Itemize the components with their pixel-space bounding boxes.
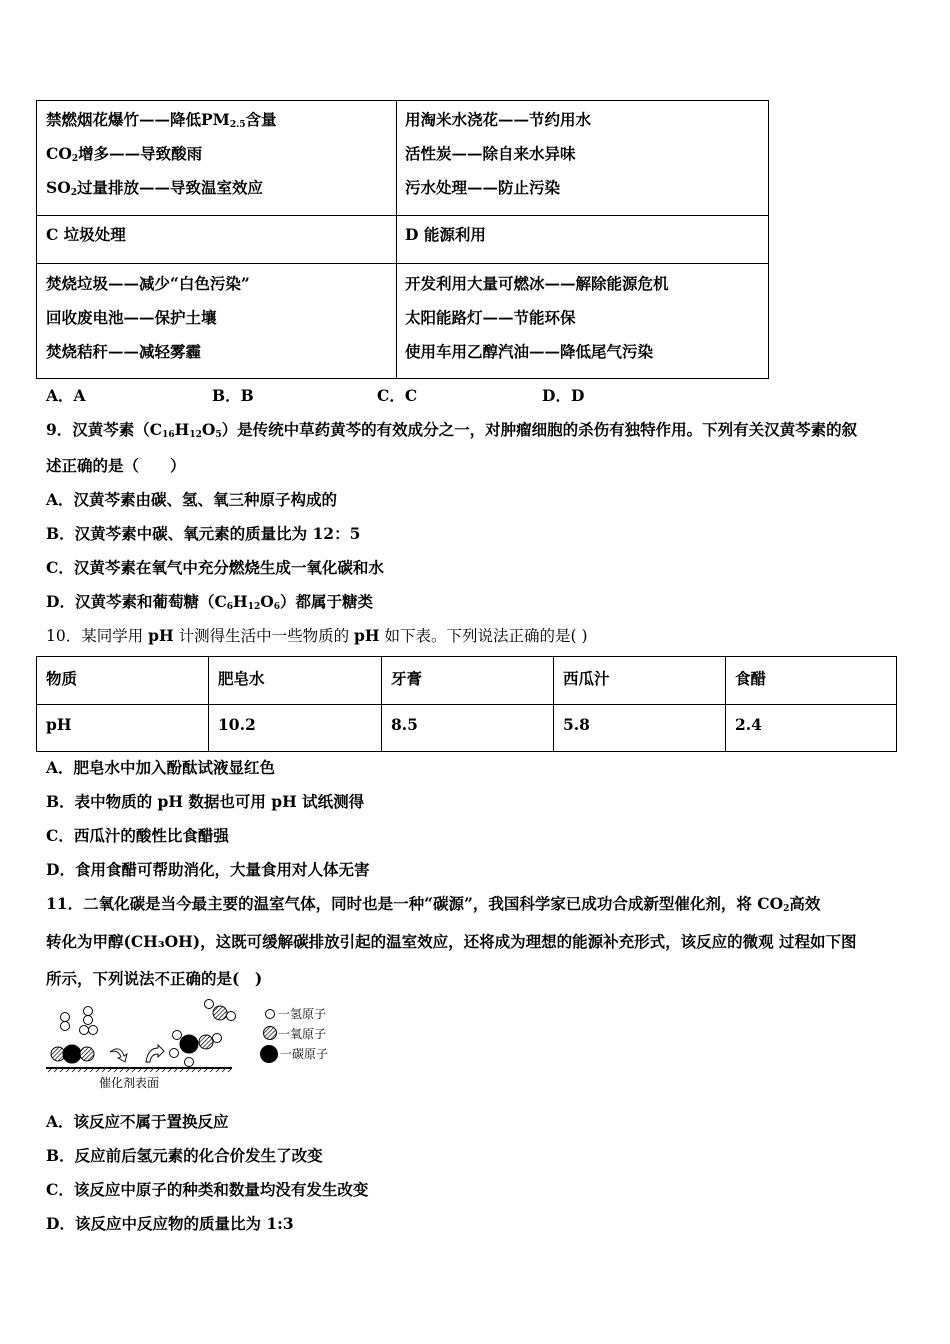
catalyst-surface-label: 催化剂表面 <box>99 1076 160 1090</box>
ph-table-cell: 2.4 <box>735 715 762 734</box>
ph-table-cell: 10.2 <box>218 715 256 734</box>
cell-b-line3: 污水处理——防止污染 <box>405 178 561 197</box>
q10-option-b: B．表中物质的 pH 数据也可用 pH 试纸测得 <box>46 792 365 811</box>
legend-carbon-icon <box>261 1046 278 1063</box>
q10-option-a: A．肥皂水中加入酚酞试液显红色 <box>46 758 276 777</box>
ph-table-cell: pH <box>46 715 72 734</box>
arrow-down-icon <box>110 1049 127 1062</box>
cell-b-line1: 用淘米水浇花——节约用水 <box>405 110 592 129</box>
co2-molecule <box>51 1045 94 1063</box>
q11-stem-line1: 11．二氧化碳是当今最主要的温室气体，同时也是一种“碳源”，我国科学家已成功合成新型催化剂，将 $CO_2$高效 <box>46 894 821 914</box>
ph-table <box>36 656 897 752</box>
q10-option-c: C．西瓜汁的酸性比食醋强 <box>46 826 229 845</box>
ph-table-cell: 5.8 <box>563 715 590 734</box>
legend-oxygen-label: 一氧原子 <box>278 1027 327 1041</box>
table-divider <box>37 215 768 216</box>
cell-d-line1: 开发利用大量可燃冰——解除能源危机 <box>405 274 669 293</box>
ph-table-cell: 8.5 <box>391 715 418 734</box>
q8-option-c: C．C <box>377 386 418 405</box>
q11-option-c: C．该反应中原子的种类和数量均没有发生改变 <box>46 1180 369 1199</box>
q9-option-d: D．汉黄芩素和葡萄糖$(C_6H_{12}O_6)$都属于糖类 <box>46 592 374 612</box>
q11-option-b: B．反应前后氢元素的化合价发生了改变 <box>46 1146 323 1165</box>
legend <box>261 1010 278 1063</box>
q11-option-d: D．该反应中反应物的质量比为 1:3 <box>46 1214 294 1233</box>
q9-stem-line2: 述正确的是（ ） <box>46 456 186 475</box>
q11-stem-line3: 所示，下列说法不正确的是( ) <box>46 969 263 988</box>
cell-d-line3: 使用车用乙醇汽油——降低尾气污染 <box>405 342 654 361</box>
q10-option-d: D．食用食醋可帮助消化，大量食用对人体无害 <box>46 860 370 879</box>
cell-c-header: C 垃圾处理 <box>46 225 126 244</box>
q11-option-a: A．该反应不属于置换反应 <box>46 1112 229 1131</box>
cell-d-line2: 太阳能路灯——节能环保 <box>405 308 576 327</box>
cell-c-line2: 回收废电池——保护土壤 <box>46 308 217 327</box>
hydrogen-molecules <box>61 1007 98 1035</box>
table-divider <box>396 101 397 378</box>
cell-d-header: D 能源利用 <box>405 225 486 244</box>
q8-option-d: D．D <box>542 386 585 405</box>
q8-option-b: B．B <box>212 386 254 405</box>
legend-hydrogen-label: 一氢原子 <box>278 1007 327 1021</box>
legend-oxygen-icon <box>264 1027 277 1040</box>
ph-table-header: 西瓜汁 <box>563 669 610 688</box>
cell-a-line1: 禁燃烟花爆竹——降低$PM_{2.5}$含量 <box>46 110 277 130</box>
q10-stem: 10．某同学用 pH 计测得生活中一些物质的 pH 如下表。下列说法正确的是( ) <box>46 626 588 645</box>
cell-c-line3: 焚烧秸秆——减轻雾霾 <box>46 342 202 361</box>
ph-table-header: 物质 <box>46 669 78 688</box>
product-molecules <box>170 1000 236 1067</box>
cell-b-line2: 活性炭——除自来水异味 <box>405 144 576 163</box>
reaction-diagram <box>44 998 344 1093</box>
legend-hydrogen-icon <box>266 1010 275 1019</box>
q9-stem-line1: 9．汉黄芩素$(C_{16}H_{12}O_5)$是传统中草药黄芩的有效成分之一，对肿瘤细胞的杀伤有独特作用。下列有关汉黄芩素的叙 <box>46 420 858 440</box>
q9-option-a: A．汉黄芩素由碳、氢、氧三种原子构成的 <box>46 490 338 509</box>
ph-table-header: 肥皂水 <box>218 669 265 688</box>
ph-table-header: 牙膏 <box>391 669 423 688</box>
cell-a-line2: $CO_2$增多——导致酸雨 <box>46 144 203 164</box>
cell-a-line3: $SO_2$过量排放——导致温室效应 <box>46 178 263 198</box>
q9-option-b: B．汉黄芩素中碳、氧元素的质量比为 12：5 <box>46 524 361 543</box>
environment-table <box>36 100 769 379</box>
q8-option-a: A．A <box>46 386 86 405</box>
cell-c-line1: 焚烧垃圾——减少“白色污染” <box>46 274 250 293</box>
legend-carbon-label: 一碳原子 <box>280 1047 329 1061</box>
ph-table-header: 食醋 <box>735 669 767 688</box>
q9-option-c: C．汉黄芩素在氧气中充分燃烧生成一氧化碳和水 <box>46 558 384 577</box>
arrow-up-icon <box>146 1045 164 1062</box>
table-divider <box>37 704 896 705</box>
q11-stem-line2: 转化为甲醇(CH₃OH)，这既可缓解碳排放引起的温室效应，还将成为理想的能源补充形式，该反应的微观 过程如下图 <box>46 932 857 951</box>
table-divider <box>37 263 768 264</box>
